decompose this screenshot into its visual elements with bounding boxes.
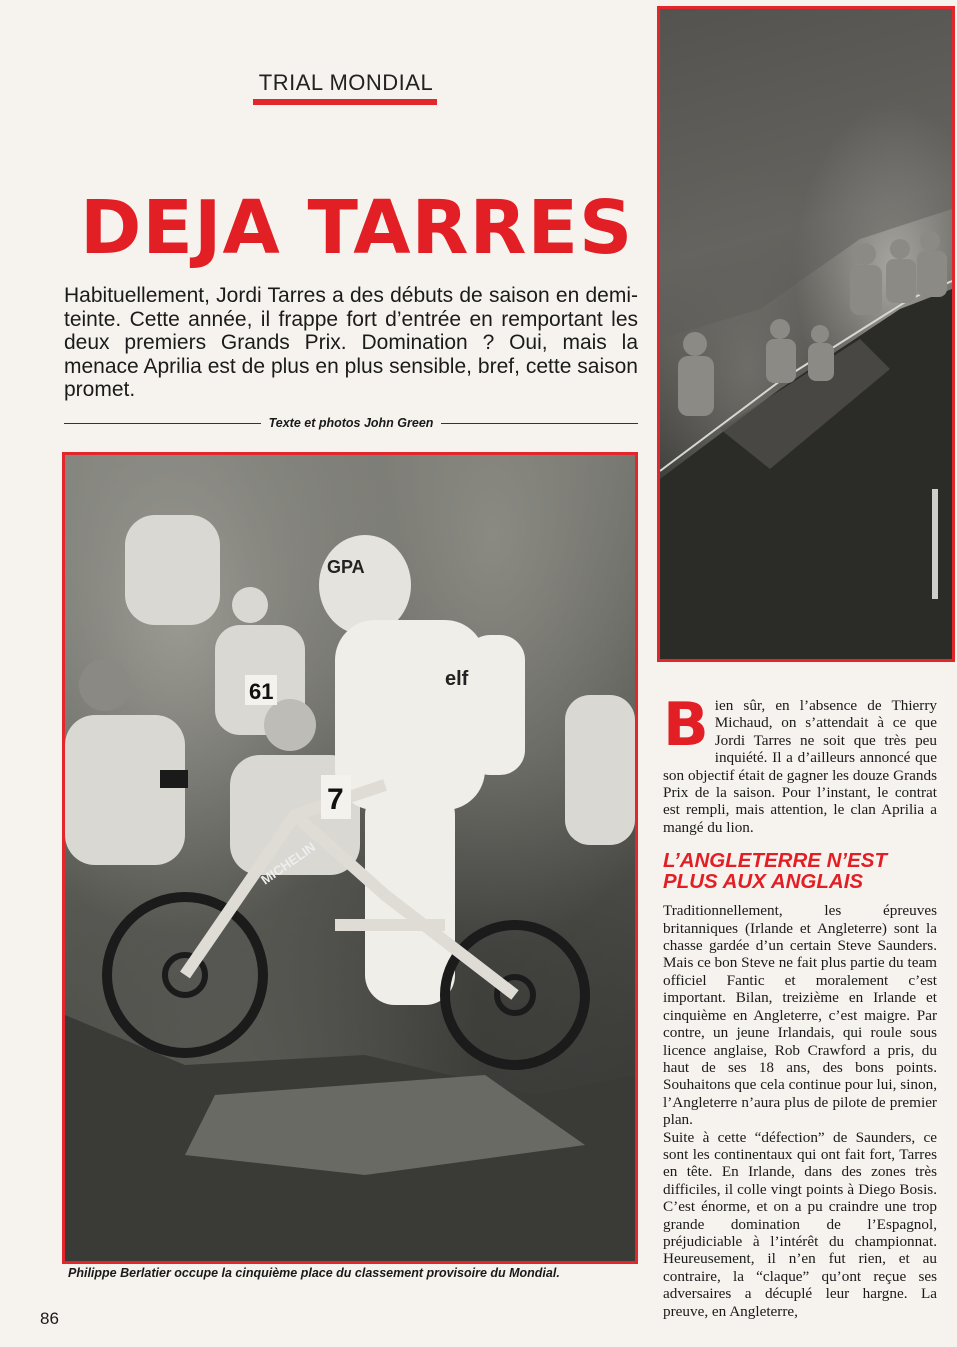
- rider-plate-number: 7: [327, 783, 344, 816]
- tyre-text: MICHELIN: [258, 839, 319, 888]
- lead-paragraph: Habituellement, Jordi Tarres a des débuts de saison en demi-teinte. Cette année, il frappe fort d’entrée en remportant les deux premiers Grands Prix. Domination ? Oui, mais la menace Aprilia est de plus en plus sensible, bref, cette saison promet.: [64, 284, 638, 401]
- side-photo: [657, 6, 955, 662]
- page-number: 86: [40, 1309, 59, 1328]
- subhead: [663, 850, 937, 892]
- intro-paragraph: [663, 690, 937, 836]
- main-photo: [62, 452, 638, 1264]
- credit-line: [64, 413, 638, 433]
- section-tag: TRIAL MONDIAL: [258, 70, 434, 95]
- rider: [319, 535, 525, 1005]
- article-column: [663, 690, 937, 1320]
- body-paragraph-2: Suite à cette “défection” de Saunders, ce sont les continentaux qui ont fait fort, Tarres en tête. En Irlande, dans des zones très difficiles, il colle vingt points à Diego Bosis. C’est énorme, et on a pu craindre une trop grande domination de l’Espagnol, préjudiciable à l’intérêt du championnat. Heureusement, il n’en fut rien, et au contraire, la “claque” qu’ont reçue ses adversaires a décuplé leur hargne. La preuve, en Angleterre,: [663, 1128, 937, 1320]
- subhead-line-1: L’ANGLETERRE N’EST: [663, 849, 887, 873]
- section-tag-underline: [253, 99, 437, 105]
- marker-pole: [932, 489, 938, 599]
- credit-rule-left: [64, 423, 261, 424]
- credit-text: Texte et photos John Green: [268, 416, 434, 430]
- headline: DEJA TARRES: [80, 185, 634, 271]
- side-photo-scene: [660, 9, 952, 659]
- drop-cap: B: [663, 690, 709, 760]
- photo-caption: Philippe Berlatier occupe la cinquième place du classement provisoire du Mondial.: [68, 1266, 560, 1280]
- main-photo-scene: [65, 455, 635, 1261]
- body-paragraph-1: Traditionnellement, les épreuves britanniques (Irlande et Angleterre) sont la chasse gardée d’un certain Steve Saunders. Mais ce bon Steve ne fait plus partie du team officiel Fantic et moralement c’est important. Bilan, treizième en Irlande et cinquième en Angleterre, c’est maigre. Par contre, un jeune Irlandais, qui roule sous licence anglaise, Rob Crawford a pris, du haut de ses 18 ans, des bons points. Souhaitons que cela continue pour lui, sinon, l’Angleterre n’aura plus de pilote de premier plan.: [663, 902, 937, 1129]
- spectator-plate-number: 61: [249, 679, 274, 704]
- camera-icon: [160, 770, 188, 788]
- subhead-line-2: PLUS AUX ANGLAIS: [663, 870, 864, 894]
- credit-rule-right: [441, 423, 638, 424]
- intro-text: ien sûr, en l’absence de Thierry Michaud, on s’attendait à ce que Jordi Tarres ne soit que très peu inquiété. Il a d’ailleurs annoncé que son objectif était de gagner les douze Grands Prix de la saison. Pour l’instant, le contrat est rempli, mais attention, le clan Aprilia a mangé du lion.: [663, 697, 937, 836]
- helmet-text: GPA: [327, 557, 365, 577]
- jersey-text: elf: [445, 668, 469, 690]
